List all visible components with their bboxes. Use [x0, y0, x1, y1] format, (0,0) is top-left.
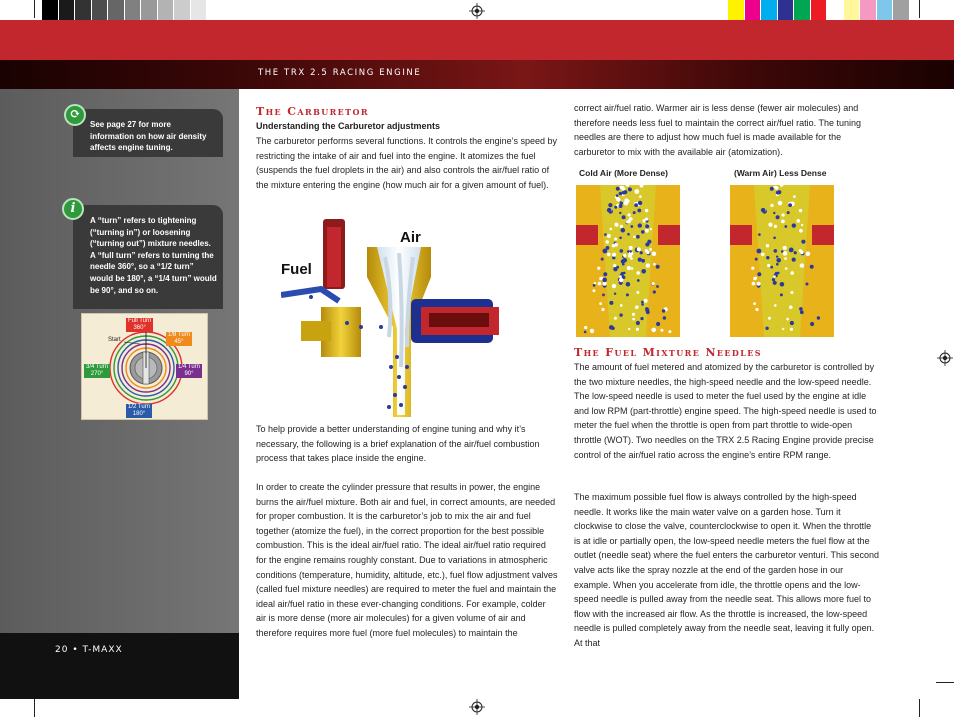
- molecule-dot: [619, 212, 621, 214]
- molecule-dot: [634, 189, 639, 194]
- molecule-dot: [604, 233, 607, 236]
- molecule-dot: [790, 291, 793, 294]
- molecule-dot: [645, 209, 648, 212]
- info-note-text: A “turn” refers to tightening (“turning in”) or loosening (“turning out”) mixture needles. A “full turn” refers to turning the needle 360°, so a “1/2 turn” would be 180°, a “1/4 turn” would be 90°, and so on.: [90, 216, 217, 295]
- cold-air-venturi-image: [576, 185, 680, 337]
- molecule-dot: [797, 219, 801, 223]
- crop-mark: [936, 682, 954, 683]
- molecule-dot: [602, 278, 607, 283]
- molecule-dot: [646, 263, 650, 267]
- molecule-dot: [770, 204, 773, 207]
- caption-warm-air: (Warm Air) Less Dense: [734, 168, 827, 178]
- molecule-dot: [629, 246, 633, 250]
- calibration-swatch: [811, 0, 828, 20]
- molecule-dot: [768, 317, 771, 320]
- running-head: THE TRX 2.5 RACING ENGINE: [258, 68, 422, 78]
- molecule-dot: [761, 208, 765, 212]
- molecule-dot: [793, 195, 796, 198]
- figure-label-air: Air: [400, 229, 421, 246]
- molecule-dot: [757, 249, 762, 254]
- molecule-dot: [652, 282, 655, 285]
- molecule-dot: [768, 223, 772, 227]
- molecule-dot: [641, 303, 644, 306]
- grayscale-calibration-bar: [42, 0, 224, 20]
- molecule-dot: [774, 304, 777, 307]
- molecule-dot: [777, 272, 780, 275]
- calibration-swatch: [860, 0, 877, 20]
- molecule-dot: [780, 282, 785, 287]
- calibration-swatch: [125, 0, 142, 20]
- molecule-dot: [817, 316, 820, 319]
- molecule-dot: [776, 215, 780, 219]
- molecule-dot: [787, 211, 790, 214]
- molecule-dot: [632, 313, 635, 316]
- molecule-dot: [773, 237, 776, 240]
- molecule-dot: [620, 304, 623, 307]
- molecule-dot: [613, 264, 616, 267]
- molecule-dot: [633, 211, 636, 214]
- molecule-dot: [619, 204, 623, 208]
- molecule-dot: [634, 203, 638, 207]
- molecule-dot: [755, 277, 758, 280]
- molecule-dot: [792, 223, 796, 227]
- molecule-dot: [628, 254, 632, 258]
- molecule-dot: [630, 225, 633, 228]
- header-red-band: [0, 20, 954, 60]
- molecule-dot: [610, 228, 613, 231]
- molecule-dot: [757, 282, 761, 286]
- molecule-dot: [623, 272, 626, 275]
- molecule-dot: [751, 267, 754, 270]
- molecule-dot: [656, 265, 660, 269]
- molecule-dot: [765, 327, 768, 330]
- molecule-dot: [656, 322, 660, 326]
- molecule-dot: [784, 257, 787, 260]
- molecule-dot: [606, 246, 610, 250]
- molecule-dot: [628, 328, 630, 330]
- molecule-dot: [603, 282, 607, 286]
- molecule-dot: [584, 331, 587, 334]
- calibration-swatch: [59, 0, 76, 20]
- tip-note-air-density: [73, 109, 223, 157]
- calibration-swatch: [728, 0, 745, 20]
- crop-mark: [919, 699, 920, 717]
- molecule-dot: [770, 187, 774, 191]
- molecule-dot: [626, 221, 629, 224]
- crop-mark: [34, 0, 35, 18]
- molecule-dot: [806, 252, 811, 257]
- calibration-swatch: [174, 0, 191, 20]
- molecule-dot: [633, 236, 636, 239]
- molecule-dot: [792, 258, 796, 262]
- molecule-dot: [776, 258, 781, 263]
- molecule-dot: [652, 252, 657, 257]
- calibration-swatch: [827, 0, 844, 20]
- molecule-dot: [619, 186, 622, 189]
- molecule-dot: [757, 272, 761, 276]
- molecule-dot: [612, 284, 616, 288]
- molecule-dot: [641, 230, 645, 234]
- molecule-dot: [755, 258, 758, 261]
- calibration-swatch: [75, 0, 92, 20]
- molecule-dot: [619, 192, 623, 196]
- molecule-dot: [616, 187, 620, 191]
- calibration-swatch: [191, 0, 208, 20]
- molecule-dot: [784, 225, 787, 228]
- molecule-dot: [630, 250, 632, 252]
- molecule-dot: [631, 267, 634, 270]
- calibration-swatch: [877, 0, 894, 20]
- molecule-dot: [607, 208, 611, 212]
- carburetor-cutaway-illustration: [281, 217, 526, 417]
- molecule-dot: [786, 318, 789, 321]
- molecule-dot: [660, 329, 663, 332]
- molecule-dot: [789, 305, 793, 309]
- calibration-swatch: [844, 0, 861, 20]
- molecule-dot: [645, 242, 649, 246]
- molecule-dot: [645, 218, 648, 221]
- molecule-dot: [799, 209, 802, 212]
- registration-mark-icon: [469, 699, 485, 715]
- carburetor-paragraph-3: In order to create the cylinder pressure that results in power, the engine burns the air/fuel mixture. Both air and fuel, in correct amounts, are needed for proper combustion. It is the carburetor’s job to mix the air and fuel together (atomize the fuel), in the correct proportion for the best possible combustion. This is the ideal air/fuel ratio. The ideal air/fuel ratio required for the engine remains roughly constant. Due to variations in atmospheric conditions (temperature, humidity, altitude, etc.), fuel flow adjustment valves (called fuel mixture needles) are required to meter the fuel and maintain the ideal air/fuel ratio in these ever-changing conditions. For example, colder air is more dense (more air molecules) for a given volume of air and therefore requires more fuel (more fuel molecules) to maintain the: [256, 482, 558, 638]
- molecule-dot: [626, 293, 629, 296]
- molecule-dot: [753, 302, 756, 305]
- info-i-icon: i: [62, 198, 84, 220]
- molecule-dot: [602, 294, 605, 297]
- molecule-dot: [662, 309, 665, 312]
- molecule-dot: [653, 290, 656, 293]
- molecule-dot: [622, 215, 626, 219]
- section-title-fuel-mixture-needles: The Fuel Mixture Needles: [574, 346, 762, 359]
- molecule-dot: [785, 267, 788, 270]
- caption-cold-air: Cold Air (More Dense): [579, 168, 668, 178]
- molecule-dot: [766, 256, 769, 259]
- molecule-dot: [649, 248, 652, 251]
- warm-air-venturi-image: [730, 185, 834, 337]
- molecule-dot: [584, 326, 587, 329]
- molecule-dot: [622, 191, 625, 194]
- molecule-dot: [767, 264, 770, 267]
- molecule-dot: [651, 328, 656, 333]
- section-title-carburetor: The Carburetor: [256, 105, 369, 118]
- molecule-dot: [755, 308, 758, 311]
- molecule-dot: [607, 234, 611, 238]
- molecule-dot: [799, 229, 803, 233]
- molecule-dot: [619, 237, 622, 240]
- molecule-dot: [620, 249, 624, 253]
- molecule-dot: [640, 251, 643, 254]
- molecule-dot: [629, 217, 633, 221]
- molecule-dot: [603, 272, 607, 276]
- molecule-dot: [628, 213, 631, 216]
- molecule-dot: [614, 243, 618, 247]
- molecule-dot: [627, 233, 630, 236]
- molecule-dot: [638, 258, 642, 262]
- molecule-dot: [623, 254, 626, 257]
- carburetor-paragraph-4: correct air/fuel ratio. Warmer air is less dense (fewer air molecules) and therefore needs less fuel to maintain the correct air/fuel ratio. The tuning needles are there to adjust how much fuel is made available for the carburetor to mix with the available air (atomization).: [574, 103, 861, 157]
- dial-label-eighth-turn: 1/8 Turn 45°: [168, 332, 191, 345]
- molecule-dot: [628, 187, 632, 191]
- molecule-dot: [780, 293, 783, 296]
- molecule-dot: [788, 203, 792, 207]
- color-calibration-bar: [728, 0, 910, 20]
- molecule-dot: [799, 307, 803, 311]
- molecule-dot: [621, 259, 625, 263]
- molecule-dot: [597, 267, 600, 270]
- molecule-dot: [590, 329, 594, 333]
- dial-label-half-turn: 1/2 Turn 180°: [128, 404, 151, 417]
- figure-label-fuel: Fuel: [281, 261, 312, 278]
- molecule-dot: [637, 279, 640, 282]
- molecule-dot: [619, 313, 622, 316]
- calibration-swatch: [778, 0, 795, 20]
- molecule-dot: [636, 271, 640, 275]
- calibration-swatch: [108, 0, 125, 20]
- molecule-dot: [773, 281, 777, 285]
- molecule-dot: [641, 259, 645, 263]
- calibration-swatch: [42, 0, 59, 20]
- molecule-dot: [810, 322, 814, 326]
- info-note-turn: [73, 205, 223, 309]
- molecule-dot: [614, 293, 616, 295]
- molecule-dot: [645, 229, 649, 233]
- molecule-dot: [622, 187, 626, 191]
- molecule-dot: [653, 263, 656, 266]
- molecule-dot: [638, 201, 642, 205]
- molecule-dot: [619, 275, 622, 278]
- molecule-dot: [663, 316, 666, 319]
- molecule-dot: [774, 249, 778, 253]
- sidebar-footer: [0, 633, 239, 699]
- molecule-dot: [774, 225, 777, 228]
- molecule-dot: [641, 301, 644, 304]
- molecule-dot: [601, 258, 604, 261]
- molecule-dot: [645, 224, 649, 228]
- calibration-swatch: [207, 0, 224, 20]
- calibration-swatch: [141, 0, 158, 20]
- molecule-dot: [613, 267, 617, 271]
- carburetor-paragraph-2: To help provide a better understanding of engine tuning and why it’s necessary, the following is a brief explanation of the air/fuel combustion process that takes place inside the engine.: [256, 424, 540, 464]
- molecule-dot: [607, 253, 611, 257]
- dial-label-quarter-turn: 1/4 Turn 90°: [178, 364, 201, 377]
- molecule-dot: [609, 301, 613, 305]
- header-dark-band: [0, 60, 954, 89]
- molecule-dot: [636, 328, 639, 331]
- molecule-dot: [772, 278, 775, 281]
- molecule-dot: [614, 238, 617, 241]
- molecule-dot: [758, 233, 761, 236]
- molecule-dot: [609, 325, 614, 330]
- molecule-dot: [598, 282, 602, 286]
- molecule-dot: [630, 257, 633, 260]
- molecule-dot: [639, 195, 642, 198]
- molecule-dot: [635, 305, 639, 309]
- molecule-dot: [646, 251, 649, 254]
- arrows-cycle-icon: ⟳: [64, 104, 86, 126]
- dial-label-start: Start: [108, 337, 121, 343]
- carburetor-paragraph-1: The carburetor performs several functions. It controls the engine’s speed by restricting the intake of air and fuel into the engine. It atomizes the fuel (suspends the fuel droplets in the air) and also controls the air/fuel ratio of the mixture entering the engine (how much air for a given amount of fuel).: [256, 136, 557, 190]
- molecule-dot: [636, 321, 640, 325]
- page-folio: 20 • T-MAXX: [55, 645, 123, 655]
- molecule-dot: [632, 318, 635, 321]
- calibration-swatch: [761, 0, 778, 20]
- molecule-dot: [800, 310, 804, 314]
- molecule-dot: [637, 209, 641, 213]
- molecule-dot: [810, 265, 814, 269]
- molecule-dot: [761, 253, 765, 257]
- molecule-dot: [806, 283, 809, 286]
- molecule-dot: [621, 228, 626, 233]
- molecule-dot: [636, 291, 639, 294]
- molecule-dot: [800, 251, 803, 254]
- molecule-dot: [794, 251, 797, 254]
- molecule-dot: [783, 251, 788, 256]
- molecule-dot: [624, 198, 628, 202]
- molecule-dot: [612, 253, 616, 257]
- molecule-dot: [790, 271, 794, 275]
- molecule-dot: [641, 269, 646, 274]
- molecule-dot: [783, 246, 787, 250]
- molecule-dot: [640, 317, 643, 320]
- molecule-dot: [608, 203, 612, 207]
- calibration-swatch: [745, 0, 762, 20]
- dial-label-three-quarter-turn: 3/4 Turn 270°: [86, 364, 109, 377]
- molecule-dot: [616, 197, 620, 201]
- molecule-dot: [801, 240, 805, 244]
- molecule-dot: [781, 220, 785, 224]
- registration-mark-icon: [469, 3, 485, 19]
- needles-paragraph-1: The amount of fuel metered and atomized by the carburetor is controlled by the two mixture needles, the high-speed needle and the low-speed needle. The low-speed needle is used to meter the fuel used by the engine at idle and low RPM (part-throttle) engine speed. The high-speed needle is used to meter the fuel when the throttle is open from part throttle to wide-open throttle (WOT). Two needles on the TRX 2.5 Racing Engine provide precise control of the air/fuel ratio across the engine’s entire RPM range.: [574, 362, 877, 460]
- molecule-dot: [593, 284, 596, 287]
- molecule-dot: [627, 266, 631, 270]
- molecule-dot: [776, 263, 779, 266]
- molecule-dot: [789, 248, 794, 253]
- registration-mark-icon: [937, 350, 953, 366]
- molecule-dot: [593, 289, 596, 292]
- molecule-dot: [656, 285, 659, 288]
- molecule-dot: [650, 228, 652, 230]
- molecule-dot: [800, 263, 804, 267]
- molecule-dot: [773, 212, 775, 214]
- tip-note-text: See page 27 for more information on how air density affects engine tuning.: [90, 120, 207, 153]
- crop-mark: [919, 0, 920, 18]
- calibration-swatch: [158, 0, 175, 20]
- molecule-dot: [605, 240, 609, 244]
- molecule-dot: [638, 223, 642, 227]
- needles-paragraph-2: The maximum possible fuel flow is always controlled by the high-speed needle. It works like the main water valve on a garden hose. Turn it clockwise to close the valve, counterclockwise to open it. When the throttle is at idle or partially open, the low-speed needle meters the fuel flow at the outlet (needle seat) where the fuel enters the carburetor venturi. This second valve acts like the spray nozzle at the end of the garden hose in our example. When you accelerate from idle, the throttle opens and the low-speed needle is pulled away from the needle seat. This allows more fuel to flow with the increased air flow. As the throttle is increased, the low-speed needle is pulled completely away from the needle seat, leaving it fully open. At that: [574, 492, 880, 648]
- molecule-dot: [782, 328, 784, 330]
- calibration-swatch: [893, 0, 910, 20]
- molecule-dot: [620, 225, 623, 228]
- molecule-dot: [801, 224, 803, 226]
- molecule-dot: [782, 213, 785, 216]
- molecule-dot: [770, 266, 773, 269]
- molecule-dot: [616, 194, 619, 197]
- molecule-dot: [778, 201, 783, 206]
- molecule-dot: [644, 299, 648, 303]
- molecule-dot: [790, 321, 794, 325]
- molecule-dot: [776, 191, 779, 194]
- molecule-dot: [599, 302, 602, 305]
- molecule-dot: [614, 206, 617, 209]
- molecule-dot: [766, 244, 769, 247]
- molecule-dot: [614, 317, 617, 320]
- molecule-dot: [614, 223, 618, 227]
- needle-turn-dial-diagram: [81, 313, 208, 420]
- calibration-swatch: [92, 0, 109, 20]
- molecule-dot: [619, 278, 623, 282]
- molecule-dot: [601, 308, 604, 311]
- molecule-dot: [645, 308, 649, 312]
- molecule-dot: [668, 330, 671, 333]
- molecule-dot: [752, 282, 756, 286]
- calibration-swatch: [794, 0, 811, 20]
- crop-mark: [34, 699, 35, 717]
- molecule-dot: [637, 247, 641, 251]
- molecule-dot: [776, 256, 778, 258]
- molecule-dot: [626, 282, 631, 287]
- molecule-dot: [773, 186, 776, 189]
- molecule-dot: [773, 275, 776, 278]
- molecule-dot: [636, 235, 640, 239]
- subsection-title: Understanding the Carburetor adjustments: [256, 121, 441, 131]
- dial-label-full-turn: Full Turn 360°: [128, 318, 152, 331]
- molecule-dot: [790, 328, 793, 331]
